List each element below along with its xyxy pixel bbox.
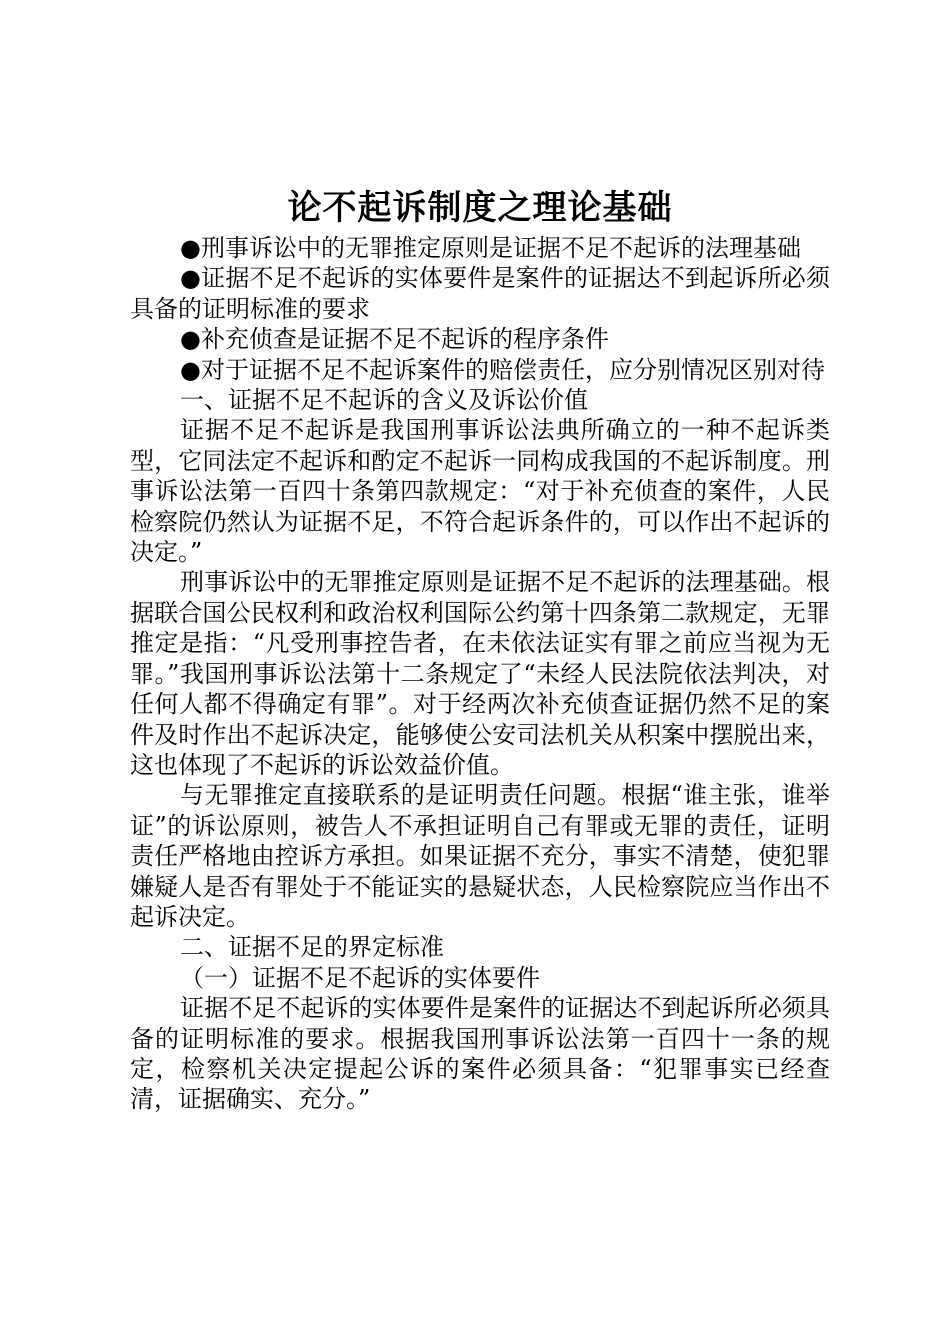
- section-heading-2: 二、证据不足的界定标准: [180, 933, 444, 962]
- body-paragraph: 证据不足不起诉的实体要件是案件的证据达不到起诉所必须具备的证明标准的要求。根据我国刑事诉讼法第一百四十一条的规定，检察机关决定提起公诉的案件必须具备：“犯罪事实已经查清，证据确实、充分。”: [130, 994, 830, 1114]
- body-paragraph: 证据不足不起诉是我国刑事诉讼法典所确立的一种不起诉类型，它同法定不起诉和酌定不起诉一同构成我国的不起诉制度。刑事诉讼法第一百四十条第四款规定：“对于补充侦查的案件，人民检察院仍然认为证据不足，不符合起诉条件的，可以作出不起诉的决定。”: [130, 416, 830, 567]
- section-heading-1: 一、证据不足不起诉的含义及诉讼价值: [180, 386, 588, 415]
- body-paragraph: 与无罪推定直接联系的是证明责任问题。根据“谁主张，谁举证”的诉讼原则，被告人不承担证明自己有罪或无罪的责任，证明责任严格地由控诉方承担。如果证据不充分，事实不清楚，使犯罪嫌疑人是否有罪处于不能证实的悬疑状态，人民检察院应当作出不起诉决定。: [130, 781, 830, 931]
- summary-point-1: ●刑事诉讼中的无罪推定原则是证据不足不起诉的法理基础: [180, 234, 801, 262]
- body-paragraph: 刑事诉讼中的无罪推定原则是证据不足不起诉的法理基础。根据联合国公民权利和政治权利国际公约第十四条第二款规定，无罪推定是指：“凡受刑事控告者，在未依法证实有罪之前应当视为无罪。”我国刑事诉讼法第十二条规定了“未经人民法院依法判决，对任何人都不得确定有罪”。对于经两次补充侦查证据仍然不足的案件及时作出不起诉决定，能够使公安司法机关从积案中摆脱出来，这也体现了不起诉的诉讼效益价值。: [130, 568, 830, 779]
- summary-point-3: ●补充侦查是证据不足不起诉的程序条件: [180, 325, 609, 354]
- summary-point-2: ●证据不足不起诉的实体要件是案件的证据达不到起诉所必须具备的证明标准的要求: [130, 264, 830, 323]
- summary-point-4: ●对于证据不足不起诉案件的赔偿责任，应分别情况区别对待: [180, 355, 825, 384]
- document-title: 论不起诉制度之理论基础: [287, 188, 673, 228]
- subsection-heading-1: （一）证据不足不起诉的实体要件: [180, 963, 540, 992]
- document-page: [130, 183, 830, 1115]
